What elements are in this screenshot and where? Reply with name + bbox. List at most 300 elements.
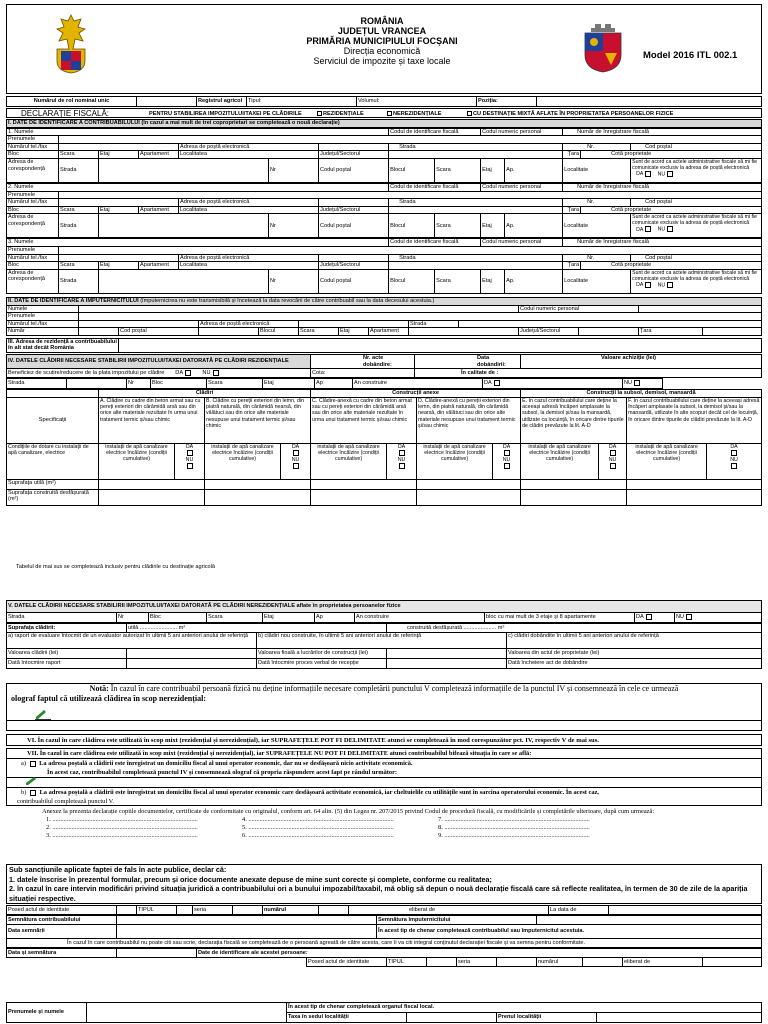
- nota-text-2: olograf faptul că utilizează clădirea în scop nerezidențial:: [11, 694, 207, 703]
- imp-numele-input[interactable]: [79, 305, 519, 313]
- person-3-adresa-label: Adresa de corespondență: [7, 269, 59, 293]
- person-2-cod-postal2-label: Codul poștal: [319, 214, 389, 238]
- vii-a-text: La adresa poștală a clădirii este înregistrat un domiciliu fiscal al unui operator economic, dar nu se desfășoară nicio activitate economică.: [39, 760, 413, 767]
- v-strada-label: Strada: [7, 613, 117, 623]
- semn-imput-input[interactable]: [537, 916, 762, 925]
- conditii-b-da-checkbox[interactable]: [293, 450, 299, 456]
- person-3-judetul-input[interactable]: [389, 262, 563, 270]
- imp-cod-postal-input[interactable]: [199, 328, 259, 336]
- sup-construita-b[interactable]: [205, 489, 311, 505]
- taxa-label: Taxa în sedul localității: [287, 1013, 407, 1023]
- person-1-strada2-input[interactable]: [99, 158, 269, 182]
- sup-construita-e[interactable]: [521, 489, 627, 505]
- conditii-f-da-checkbox[interactable]: [731, 450, 737, 456]
- person-3-tel-input[interactable]: [59, 254, 179, 262]
- organ-note: În acest tip de chenar completează organul fiscal local.: [287, 1003, 762, 1013]
- focsani-coat-of-arms-icon: [581, 23, 625, 73]
- section-4-title: IV. DATELE CLĂDIRII NECESARE STABILIRII IMPOZITULUI/TAXEI DATORATĂ PE CLĂDIRI REZIDENȚIALE: [7, 355, 311, 369]
- vii-a-line: a) La adresa poștală a clădirii este înregistrat un domiciliu fiscal al unui operator economic, dar nu se desfășoară nicio activitate economică.: [21, 760, 413, 767]
- person-3-strada2-label: Strada: [59, 269, 99, 293]
- declaratie-text: PENTRU STABILIREA IMPOZITULUI/TAXEI PE CLĂDIRILE: [149, 111, 302, 117]
- person-2-scara-label[interactable]: Scara: [59, 206, 99, 214]
- rol-value[interactable]: [137, 97, 197, 107]
- person-3-ap-label: Ap.: [505, 269, 563, 293]
- iv-bloc-da-checkbox[interactable]: [494, 380, 500, 386]
- person-3-etaj-label[interactable]: Etaj: [99, 262, 139, 270]
- person-2-judetul-input[interactable]: [389, 206, 563, 214]
- anexa-item[interactable]: 6. ...........................................................................................: [242, 832, 394, 839]
- imp-cod-postal-label: Cod poștal: [119, 328, 199, 336]
- person-2-bloc-label: Bloc: [7, 206, 59, 214]
- conditii-c-nu-checkbox[interactable]: [399, 463, 405, 469]
- section-2-title: II. DATE DE IDENTIFICARE A ÎMPUTERNICITULUI: [8, 298, 139, 304]
- person-2-acord: [631, 214, 762, 238]
- person-2-name-label: 2. Numele: [7, 183, 389, 191]
- section-4: [6, 354, 762, 506]
- ident-tipul-label[interactable]: TIPUL: [387, 958, 427, 967]
- anexa-item[interactable]: 3. ...........................................................................................: [46, 832, 198, 839]
- suprafata-label: Suprafața clădirii:: [7, 624, 127, 633]
- conditii-c-choice[interactable]: [387, 443, 417, 479]
- prenume-label: Prenumele și numele: [7, 1003, 87, 1023]
- data-acte-label: Dată încheiere act de dobândire: [507, 659, 762, 669]
- vii-pen-icon: [25, 776, 41, 785]
- ident-numarul-input[interactable]: [583, 958, 623, 967]
- nota-block: [6, 683, 762, 731]
- person-1-bloc-label: Bloc: [7, 151, 59, 159]
- person-1-tel-input[interactable]: [59, 143, 179, 151]
- in-calitate-label[interactable]: În calitate de :: [415, 369, 762, 378]
- beneficiez-nu-checkbox[interactable]: [213, 370, 219, 376]
- imp-apartament-label: Apartament: [369, 328, 409, 336]
- imp-strada-input[interactable]: [459, 320, 762, 328]
- person-2-da-label: DA: [636, 226, 644, 233]
- person-1-nr-inreg-label: Număr de înregistrare fiscală: [563, 128, 762, 136]
- person-3-nu-checkbox[interactable]: [667, 282, 673, 288]
- person-1-judetul-input[interactable]: [389, 151, 563, 159]
- conditii-d-nu-label: NU: [502, 456, 511, 463]
- person-2-strada-label: Strada: [389, 199, 563, 207]
- taxa-input[interactable]: [407, 1013, 497, 1023]
- person-2-scara2-label: Scara: [435, 214, 481, 238]
- anexa-item[interactable]: 5. ...........................................................................................: [242, 824, 394, 831]
- posed-label: Posed actul de identitate: [7, 906, 117, 915]
- conditii-d-nu-checkbox[interactable]: [504, 463, 510, 469]
- imp-prenumele-label: Prenumele: [7, 313, 79, 321]
- sanctiuni-block: [6, 864, 762, 904]
- anexez-text: Anexez la prezenta declarație copiile documentelor, certificate de conformitate cu originalul, conform art. 64 alin. (5) din Legea nr. 207/2015 privind Codul de procedură fiscală, cu modificările și completările ulterioare, după cum urmează:: [42, 808, 655, 815]
- person-3-bloc-label: Bloc: [7, 262, 59, 270]
- person-2-nr-label[interactable]: Nr.: [563, 199, 631, 207]
- person-3-name-label: 3. Numele: [7, 239, 389, 247]
- person-1-nu-label: NU: [657, 171, 666, 178]
- val-finala-input[interactable]: [387, 649, 507, 659]
- person-2-etaj-label[interactable]: Etaj: [99, 206, 139, 214]
- person-2-blocul-label: Blocul: [389, 214, 435, 238]
- completeaza-note: În acest tip de chenar completează contribuabilul sau împuternicitul acestuia.: [377, 925, 762, 939]
- person-3-tel-label: Numărul tel./fax: [7, 254, 59, 262]
- person-2-prenumele-input[interactable]: [59, 191, 762, 199]
- conditii-d-text: instalații de apă canalizare electrice încălzire (condiții cumulative): [417, 443, 493, 479]
- imp-cnp-label: Codul numeric personal: [519, 305, 639, 313]
- person-3-email-label: Adresa de poștă electronică: [179, 254, 319, 262]
- person-2-nu-checkbox[interactable]: [667, 226, 673, 232]
- person-1-cod-postal-label[interactable]: Cod poștal: [631, 143, 762, 151]
- sup-utila-a[interactable]: [99, 479, 205, 489]
- person-3-strada2-input[interactable]: [99, 269, 269, 293]
- v-bloc-mai-mult-label: bloc cu mai mult de 3 etaje și 8 apartamente: [485, 613, 635, 623]
- iv-strada-label: Strada: [7, 379, 67, 389]
- top-row: [6, 96, 762, 107]
- v-option-a: a) raport de evaluare întocmit de un evaluator autorizat în ultimii 5 ani anteriori anului de referință: [7, 633, 257, 649]
- person-3-cod-postal2-label: Codul poștal: [319, 269, 389, 293]
- person-2-nr-inreg-label: Număr de înregistrare fiscală: [563, 183, 762, 191]
- conditii-a-da-checkbox[interactable]: [187, 450, 193, 456]
- iv-bloc-nu[interactable]: [623, 379, 663, 389]
- rol-label: Numărul de rol nominal unic: [7, 97, 137, 107]
- person-1-ap-label: Ap.: [505, 158, 563, 182]
- ident-eliberat-label[interactable]: eliberat de: [623, 958, 703, 967]
- conditii-b-text: instalații de apă canalizare electrice încălzire (condiții cumulative): [205, 443, 281, 479]
- conditii-b-nu-label: NU: [291, 456, 300, 463]
- imp-cnp-input[interactable]: [639, 305, 762, 313]
- person-3-da-checkbox[interactable]: [645, 282, 651, 288]
- iv-bloc-nu-checkbox[interactable]: [634, 380, 640, 386]
- data-semnarii-input[interactable]: [117, 925, 377, 939]
- organ-fiscal-block: [6, 1002, 762, 1023]
- anexa-item[interactable]: 1. ...........................................................................................: [46, 816, 198, 823]
- conditii-b-da-label: DA: [291, 443, 300, 450]
- tipul-input[interactable]: [177, 906, 193, 915]
- anexa-item[interactable]: 9. ...........................................................................................: [438, 832, 590, 839]
- section-3-input[interactable]: [119, 339, 762, 353]
- imp-numar-input[interactable]: [79, 328, 119, 336]
- sup-construita-f[interactable]: [627, 489, 762, 505]
- conditii-c-nu-label: NU: [397, 456, 406, 463]
- la-data-input[interactable]: [609, 906, 762, 915]
- pseudo-input[interactable]: [597, 1013, 762, 1023]
- imp-blocul-label: Blocul: [259, 328, 299, 336]
- anexa-item[interactable]: 8. ...........................................................................................: [438, 824, 590, 831]
- conditii-f-da-label: DA: [730, 443, 738, 450]
- rezidentiale-label: REZIDENȚIALE: [323, 111, 364, 117]
- ident-seria-input[interactable]: [497, 958, 537, 967]
- sup-utila-f[interactable]: [627, 479, 762, 489]
- person-1-prenumele-label: Prenumele: [7, 136, 59, 144]
- col-d-desc: D. Clădire-anexă cu pereții exteriori din lemn, din piatră naturală, din cărămidă nearsă, din vălătuci sau din orice alte materiale nesupuse unui tratament termic și/sau chimic: [417, 397, 521, 443]
- pozitia-value[interactable]: [537, 97, 762, 107]
- conditii-row: [7, 443, 762, 479]
- imp-prenumele-input[interactable]: [79, 313, 762, 321]
- data-raport-input[interactable]: [127, 659, 257, 669]
- vii-write-area[interactable]: [7, 778, 761, 788]
- beneficiez-da-checkbox[interactable]: [185, 370, 191, 376]
- person-1-apartament-label[interactable]: Apartament: [139, 151, 179, 159]
- person-1-strada-label: Strada: [389, 143, 563, 151]
- imp-numar-label: Număr: [7, 328, 79, 336]
- conditii-d-choice[interactable]: [493, 443, 521, 479]
- person-3-nr-label[interactable]: Nr.: [563, 254, 631, 262]
- imp-tel-label: Numărul tel./fax: [7, 320, 79, 328]
- conditii-d-da-checkbox[interactable]: [504, 450, 510, 456]
- conditii-a-choice[interactable]: [175, 443, 205, 479]
- person-1-tel-label: Numărul tel./fax: [7, 143, 59, 151]
- suprafata-construita[interactable]: construită desfășurată ..................... m²: [387, 624, 762, 633]
- conditii-e-da-label: DA: [608, 443, 617, 450]
- person-3-blocul-label: Blocul: [389, 269, 435, 293]
- person-1-email-input[interactable]: [319, 143, 389, 151]
- person-2-cod-postal-label[interactable]: Cod poștal: [631, 199, 762, 207]
- conditii-b-choice[interactable]: [281, 443, 311, 479]
- section-7-title: VII. În cazul în care clădirea este utilizată în scop mixt (rezidențial și nerezidențial), iar SUPRAFEȚELE NU POT FI DELIMITATE atunci contribuabilul bifează situația în care se află:: [7, 749, 761, 759]
- ident-numarul-label[interactable]: numărul: [537, 958, 583, 967]
- iv-ap-label[interactable]: Ap: [315, 379, 353, 389]
- col-b-desc: B. Clădire cu pereții exteriori din lemn, din piatră naturală, din cărămidă nearsă, din vălătuci sau din orice alte materiale nesupuse unui tratament termic și/sau chimic: [205, 397, 311, 443]
- rezidentiale-box[interactable]: [317, 111, 322, 116]
- sup-construita-c[interactable]: [311, 489, 417, 505]
- conditii-b-nu-checkbox[interactable]: [293, 463, 299, 469]
- person-1-nu-checkbox[interactable]: [667, 171, 673, 177]
- conditii-e-da-checkbox[interactable]: [610, 450, 616, 456]
- section-7: [6, 748, 762, 806]
- v-an-constructie-label[interactable]: An construire: [355, 613, 485, 623]
- person-2-nu-label: NU: [657, 226, 666, 233]
- person-3-prenumele-input[interactable]: [59, 246, 762, 254]
- semn-contrib-label: Semnătura contribuabilului: [7, 916, 117, 925]
- section-5-title: V. DATELE CLĂDIRII NECESARE STABILIRII IMPOZITULUI/TAXEI DATORATĂ PE CLĂDIRI NEREZIDENȚIALE aflate în proprietatea persoanelor fizice: [7, 601, 762, 613]
- person-3-apartament-label[interactable]: Apartament: [139, 262, 179, 270]
- data-proces-input[interactable]: [387, 659, 507, 669]
- cladiri-header: Clădiri: [99, 390, 311, 398]
- person-2-email-input[interactable]: [319, 199, 389, 207]
- v-bloc-nu[interactable]: [675, 613, 762, 623]
- col-e-desc: E. În cazul contribuabilului care deține la aceeași adresă încăperi amplasate la subsol, la demisol și/sau la mansardă, utilizate ca locuință, în oricare dintre tipurile de clădiri prevăzute la lit. A-D: [521, 397, 627, 443]
- prenume-input[interactable]: [87, 1003, 287, 1023]
- vii-a-text-2: În acest caz, contribuabilul completează punctul IV și consemnează olograf că propria răspundere acest fapt pe rândul următor:: [7, 768, 761, 778]
- person-1-prenumele-input[interactable]: [59, 136, 762, 144]
- cota-label[interactable]: Cota:: [311, 369, 415, 378]
- conditii-a-nu-checkbox[interactable]: [187, 463, 193, 469]
- data-raport-label: Dată întocmire raport: [7, 659, 127, 669]
- iv-bloc-label[interactable]: Bloc: [151, 379, 207, 389]
- person-3-acord-text: Sunt de acord ca actele administrative fiscale să mi fie comunicate exclusiv la adresa de poștă electronică: [632, 269, 757, 282]
- iv-bloc-da[interactable]: [483, 379, 623, 389]
- col-a-desc: A. Clădire cu cadre din beton armat sau cu pereți exteriori din cărămidă arsă sau din orice alte materiale rezultate în urma unui tratament termic și/sau chimic: [99, 397, 205, 443]
- person-2-strada2-input[interactable]: [99, 214, 269, 238]
- person-3-localitatea-label[interactable]: Localitatea: [179, 262, 319, 270]
- person-3-localitate-label: Localitate: [563, 269, 631, 293]
- sup-utila-c[interactable]: [311, 479, 417, 489]
- nr-acte-label: Nr. acte dobândire:: [311, 355, 415, 369]
- sanctiuni-p2: 2. în cazul în care intervin modificări privind situația juridică a contribuabilului ori a bunului impozabil/taxabil, mă oblig să depun o nouă declarație fiscală care să reflecte realitatea, în termen de 30 de zile de la apariția situației respective.: [9, 884, 748, 903]
- blank-corner: [7, 390, 99, 398]
- mixta-box[interactable]: [467, 111, 472, 116]
- conditii-label: Condiţiile de dotare cu instalaţii de apă canalizare, electrice: [7, 443, 99, 479]
- suprafata-utila[interactable]: utilă ........................ m²: [127, 624, 387, 633]
- person-1-scara-label[interactable]: Scara: [59, 151, 99, 159]
- conditii-f-choice[interactable]: [707, 443, 762, 479]
- v-bloc-da-checkbox[interactable]: [646, 614, 652, 620]
- person-3-judetul-label[interactable]: Județul/Sectorul: [319, 262, 389, 270]
- declaratie-row: [6, 108, 762, 118]
- conditii-e-choice[interactable]: [599, 443, 627, 479]
- section-3-title: III. Adresa de rezidență a contribuabilului în alt stat decât România: [8, 339, 117, 352]
- person-2-localitatea-label[interactable]: Localitatea: [179, 206, 319, 214]
- anexa-item[interactable]: 7. ...........................................................................................: [438, 816, 590, 823]
- sup-utila-b[interactable]: [205, 479, 311, 489]
- person-2-cod-fiscal-label: Codul de identificare fiscală: [389, 183, 481, 191]
- person-2-judetul-label[interactable]: Județul/Sectorul: [319, 206, 389, 214]
- pozitia-label[interactable]: Poziția:: [477, 97, 537, 107]
- conditii-c-da-checkbox[interactable]: [399, 450, 405, 456]
- iv-an-constructie-label[interactable]: An construire: [353, 379, 483, 389]
- beneficiez-da-label: DA: [175, 370, 184, 376]
- iv-etaj-label[interactable]: Etaj: [263, 379, 315, 389]
- anexa-item[interactable]: 2. ...........................................................................................: [46, 824, 198, 831]
- person-2-apartament-label[interactable]: Apartament: [139, 206, 179, 214]
- person-2-prenumele-label: Prenumele: [7, 191, 59, 199]
- section-1: [6, 119, 762, 294]
- nerezidentiale-box[interactable]: [387, 111, 392, 116]
- person-1-tara-label[interactable]: Țara: [563, 151, 581, 159]
- v-ap-label[interactable]: Ap: [315, 613, 355, 623]
- iv-strada-input[interactable]: [67, 379, 127, 389]
- nota-label: Notă:: [89, 684, 109, 693]
- person-3-da-label: DA: [636, 282, 644, 289]
- person-2-tara-label[interactable]: Țara: [563, 206, 581, 214]
- sup-utila-e[interactable]: [521, 479, 627, 489]
- conditii-c-da-label: DA: [397, 443, 406, 450]
- header-service: Serviciul de impozite și taxe locale: [313, 56, 451, 66]
- person-3-email-input[interactable]: [319, 254, 389, 262]
- seria-input[interactable]: [233, 906, 263, 915]
- v-bloc-label[interactable]: Bloc: [149, 613, 207, 623]
- conditii-f-text: instalații de apă canalizare electrice încălzire (condiții cumulative): [627, 443, 707, 479]
- conditii-f-nu-checkbox[interactable]: [731, 463, 737, 469]
- person-1-etaj-label[interactable]: Etaj: [99, 151, 139, 159]
- persons-container: [6, 128, 762, 294]
- tip-label[interactable]: Tipul:: [247, 97, 357, 107]
- sup-construita-a[interactable]: [99, 489, 205, 505]
- nerezidentiale-checkbox[interactable]: [387, 111, 441, 117]
- imp-tara-label: Țara: [639, 328, 703, 336]
- anexez-block: [6, 808, 762, 864]
- numarul-input[interactable]: [319, 906, 349, 915]
- person-1-acord-text: Sunt de acord ca actele administrative fiscale să mi fie comunicate exclusiv la adresa de poștă electronică: [632, 158, 757, 171]
- person-2-ap-label: Ap.: [505, 214, 563, 238]
- val-cladirii-input[interactable]: [127, 649, 257, 659]
- sup-utila-d[interactable]: [417, 479, 521, 489]
- v-scara-label[interactable]: Scara: [207, 613, 263, 623]
- eliberat-label[interactable]: eliberat de: [349, 906, 549, 915]
- person-3-acord: [631, 269, 762, 293]
- ident-eliberat-input[interactable]: [703, 958, 762, 967]
- vii-b-checkbox[interactable]: [30, 790, 36, 796]
- section-3: [6, 338, 762, 353]
- person-3-cnp-label: Codul numeric personal: [481, 239, 563, 247]
- imp-tel-input[interactable]: [79, 320, 199, 328]
- imp-judetul-input[interactable]: [579, 328, 639, 336]
- imp-tara-input[interactable]: [703, 328, 762, 336]
- person-1-blocul-label: Blocul: [389, 158, 435, 182]
- data-semnarii-label: Data semnării: [7, 925, 117, 939]
- val-finala-label: Valoarea finală a lucrărilor de construcții (lei): [257, 649, 387, 659]
- col-c-desc: C. Clădire-anexă cu cadre din beton armat sau cu pereți exteriori din cărămidă arsă sau din orice alte materiale rezultate în urma unui tratament termic și/sau chimic: [311, 397, 417, 443]
- header: [6, 4, 762, 94]
- iv-nr-label[interactable]: Nr: [127, 379, 151, 389]
- v-option-b: b) clădiri nou construite, în ultimii 5 ani anteriori anului de referință: [257, 633, 507, 649]
- conditii-d-da-label: DA: [502, 443, 511, 450]
- imp-apartament-input[interactable]: [409, 328, 519, 336]
- person-1-judetul-label[interactable]: Județul/Sectorul: [319, 151, 389, 159]
- person-3-cota-label[interactable]: Cotă proprietate: [581, 262, 762, 270]
- person-1-nr-label[interactable]: Nr.: [563, 143, 631, 151]
- v-bloc-nu-checkbox[interactable]: [686, 614, 692, 620]
- person-2-adresa-label: Adresa de corespondență: [7, 214, 59, 238]
- person-1-localitatea-label[interactable]: Localitatea: [179, 151, 319, 159]
- semn-contrib-input[interactable]: [117, 916, 377, 925]
- v-bloc-da[interactable]: [635, 613, 675, 623]
- conditii-e-nu-label: NU: [608, 456, 617, 463]
- volum-label[interactable]: Volumul:: [357, 97, 477, 107]
- person-1-da-checkbox[interactable]: [645, 171, 651, 177]
- person-3-scara-label[interactable]: Scara: [59, 262, 99, 270]
- imp-email-input[interactable]: [299, 320, 409, 328]
- v-etaj-label[interactable]: Etaj: [263, 613, 315, 623]
- iv-bloc-da-label: DA: [484, 380, 492, 386]
- vii-a-checkbox[interactable]: [30, 761, 36, 767]
- person-3-tara-label[interactable]: Țara: [563, 262, 581, 270]
- anexa-item[interactable]: 4. ...........................................................................................: [242, 816, 394, 823]
- conditii-e-nu-checkbox[interactable]: [610, 463, 616, 469]
- person-1-cota-label[interactable]: Cotă proprietate: [581, 151, 762, 159]
- tipul-label[interactable]: TIPUL: [137, 906, 177, 915]
- person-2-da-checkbox[interactable]: [645, 226, 651, 232]
- sup-construita-d[interactable]: [417, 489, 521, 505]
- person-2-localitate-label: Localitate: [563, 214, 631, 238]
- mixta-checkbox[interactable]: [467, 111, 673, 117]
- posed-gap: [117, 906, 137, 915]
- sanctiuni-title: Sub sancțiunile aplicate faptei de fals în acte publice, declar că:: [9, 865, 227, 874]
- conditii-f-nu-label: NU: [730, 456, 738, 463]
- data-semn-input[interactable]: [117, 949, 197, 958]
- data-dobandire-label: Data dobândirii:: [415, 355, 521, 369]
- rezidentiale-checkbox[interactable]: [317, 111, 364, 117]
- person-3-scara2-label: Scara: [435, 269, 481, 293]
- v-nr-label[interactable]: Nr: [117, 613, 149, 623]
- ident-tipul-input[interactable]: [427, 958, 457, 967]
- iv-scara-label[interactable]: Scara: [207, 379, 263, 389]
- person-2-cota-label[interactable]: Cotă proprietate: [581, 206, 762, 214]
- header-city-hall: PRIMĂRIA MUNICIPIULUI FOCȘANI: [306, 36, 458, 46]
- person-2-cnp-label: Codul numeric personal: [481, 183, 563, 191]
- la-data-label[interactable]: La data de: [549, 906, 609, 915]
- person-3-cod-postal-label[interactable]: Cod poștal: [631, 254, 762, 262]
- vii-b-text: La adresa poștală a clădirii este înregistrat un domiciliu fiscal al unui operator economic care desfășoară activitate economică, iar cheltuielile cu utilitățile sunt în sarcina operatorului economic. În acest caz,: [39, 789, 600, 796]
- beneficiez-nu-label: NU: [202, 370, 211, 376]
- v-bloc-da-label: DA: [636, 614, 644, 620]
- nota-write-area[interactable]: [7, 720, 761, 731]
- numarul-label[interactable]: numărul: [263, 906, 319, 915]
- specificatii-label: Specificații: [7, 397, 99, 443]
- seria-label[interactable]: seria: [193, 906, 233, 915]
- person-3-strada-label: Strada: [389, 254, 563, 262]
- sup-utila-label: Suprafaţa utilă (m²): [7, 479, 99, 489]
- person-1-name-label: 1. Numele: [7, 128, 389, 136]
- ident-seria-label[interactable]: seria: [457, 958, 497, 967]
- person-2-tel-input[interactable]: [59, 199, 179, 207]
- col-f-desc: F. În cazul contribuabilului care deține la aceeași adresă încăperi amplasate la subsol, la demisol și/sau la mansardă, utilizate în alte scopuri decât cel de locuință, în oricare dintre tipurile de clădiri prevăzute la lit. A-D: [627, 397, 762, 443]
